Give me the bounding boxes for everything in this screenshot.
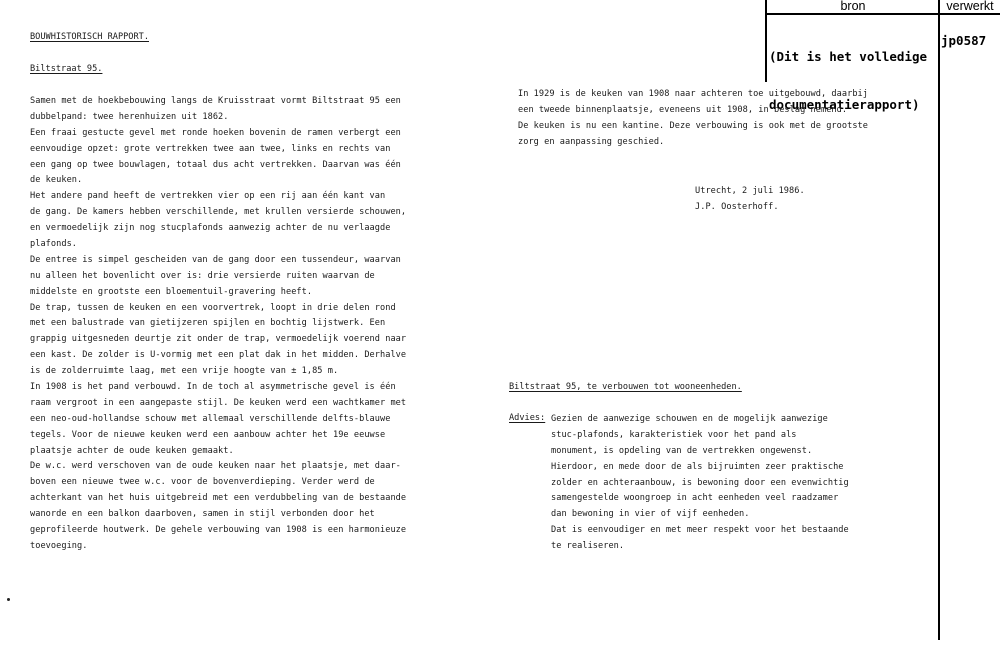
text-line: tegels. Voor de nieuwe keuken werd een aanbouw achter het 19e eeuwse (30, 429, 386, 440)
bron-column-left-border (765, 0, 767, 82)
text-line: In 1929 is de keuken van 1908 naar achteren toe uitgebouwd, daarbij (518, 89, 868, 99)
text-line: Dat is eenvoudiger en met meer respekt voor het bestaande (551, 525, 849, 536)
text-line: Samen met de hoekbebouwing langs de Kruisstraat vormt Biltstraat 95 een (30, 96, 401, 106)
text-line: monument, is opdeling van de vertrekken ongewenst. (551, 445, 813, 456)
signature-block (695, 184, 805, 216)
text-line: en vermoedelijk zijn nog stucplafonds aanwezig achter de nu verlaagde (30, 223, 391, 234)
right-body-text (518, 87, 868, 151)
text-line: de gang. De kamers hebben verschillende, met krullen versierde schouwen, (30, 207, 407, 218)
text-line: is de zolderruimte laag, met een vrije hoogte van ± 1,85 m. (30, 366, 339, 377)
text-line: De keuken is nu een kantine. Deze verbouwing is ook met de grootste (518, 120, 868, 131)
text-line: stuc-plafonds, karakteristiek voor het pand als (551, 429, 797, 440)
text-line: zolder en achteraanbouw, is bewoning door een evenwichtig (551, 477, 849, 488)
text-line: dubbelpand: twee herenhuizen uit 1862. (30, 111, 229, 122)
text-line: achterkant van het huis uitgebreid met een verdubbeling van de bestaande (30, 493, 407, 504)
text-line: grappig uitgesneden deurtje zit onder de trap, vermoedelijk voerend naar (30, 334, 407, 345)
text-line: De trap, tussen de keuken en een voorvertrek, loopt in drie delen rond (30, 302, 396, 313)
verwerkt-label: verwerkt (946, 0, 994, 13)
text-line: een neo-oud-hollandse schouw met allemaal verschillende delfts-blauwe (30, 413, 391, 424)
bron-note-line: documentatierapport) (769, 97, 920, 112)
text-line: In 1908 is het pand verbouwd. In de toch al asymmetrische gevel is één (30, 382, 396, 393)
text-line: Hierdoor, en mede door de als bijruimten zeer praktische (551, 461, 844, 472)
text-line: nu alleen het bovenlicht over is: drie versierde ruiten waarvan de (30, 270, 375, 281)
text-line: eenvoudige opzet: grote vertrekken twee aan twee, links en rechts van (30, 143, 391, 154)
text-line: Een fraai gestucte gevel met ronde hoeken bovenin de ramen verbergt een (30, 127, 401, 138)
verwerkt-value: jp0587 (941, 33, 987, 48)
text-line: zorg en aanpassing geschied. (518, 136, 665, 147)
text-line: een tweede binnenplaatsje, eveneens uit 1908, in beslag nemend. (518, 104, 848, 115)
left-body-text (30, 94, 406, 555)
text-line: een kast. De zolder is U-vormig met een plat dak in het midden. Derhalve (30, 350, 407, 361)
signature-place-date: Utrecht, 2 juli 1986. (695, 186, 805, 196)
advies-label: Advies: (509, 413, 546, 423)
report-subtitle: Biltstraat 95. (30, 64, 103, 74)
text-line: plaatsje achter de oude keuken gemaakt. (30, 445, 234, 456)
text-line: geprofileerde houtwerk. De gehele verbouwing van 1908 is een harmonieuze (30, 525, 407, 536)
text-line: middelste en grootste een bloementuil-gravering heeft. (30, 286, 313, 297)
text-line: De w.c. werd verschoven van de oude keuken naar het plaatsje, met daar- (30, 461, 401, 472)
text-line: te realiseren. (551, 541, 625, 552)
text-line: toevoeging. (30, 540, 88, 551)
advies-text (551, 412, 849, 555)
text-line: een gang op twee bouwlagen, totaal dus acht vertrekken. Daarvan was één (30, 159, 401, 170)
verwerkt-column-left-border (938, 0, 940, 640)
report-title: BOUWHISTORISCH RAPPORT. (30, 32, 149, 42)
text-line: wanorde en een balkon daarboven, samen in stijl verbonden door het (30, 509, 375, 520)
text-line: Gezien de aanwezige schouwen en de mogelijk aanwezige (551, 414, 828, 424)
bron-label: bron (840, 0, 866, 13)
stray-ink-dot (7, 598, 10, 601)
text-line: raam vergroot in een aangepaste stijl. De keuken werd een wachtkamer met (30, 397, 407, 408)
text-line: samengestelde woongroep in acht eenheden veel raadzamer (551, 493, 839, 504)
text-line: De entree is simpel gescheiden van de gang door een tussendeur, waarvan (30, 254, 401, 265)
bron-note-line: (Dit is het volledige (769, 49, 928, 64)
text-line: met een balustrade van gietijzeren spijlen en bochtig lijstwerk. Een (30, 318, 386, 329)
text-line: de keuken. (30, 175, 83, 186)
text-line: Het andere pand heeft de vertrekken vier op een rij aan één kant van (30, 191, 386, 202)
header-top-rule (766, 13, 1000, 15)
text-line: plafonds. (30, 239, 78, 250)
text-line: boven een nieuwe twee w.c. voor de bovenverdieping. Verder werd de (30, 477, 375, 488)
text-line: dan bewoning in vier of vijf eenheden. (551, 509, 750, 520)
signature-name: J.P. Oosterhoff. (695, 201, 779, 212)
section-title: Biltstraat 95, te verbouwen tot wooneenheden. (509, 382, 742, 392)
